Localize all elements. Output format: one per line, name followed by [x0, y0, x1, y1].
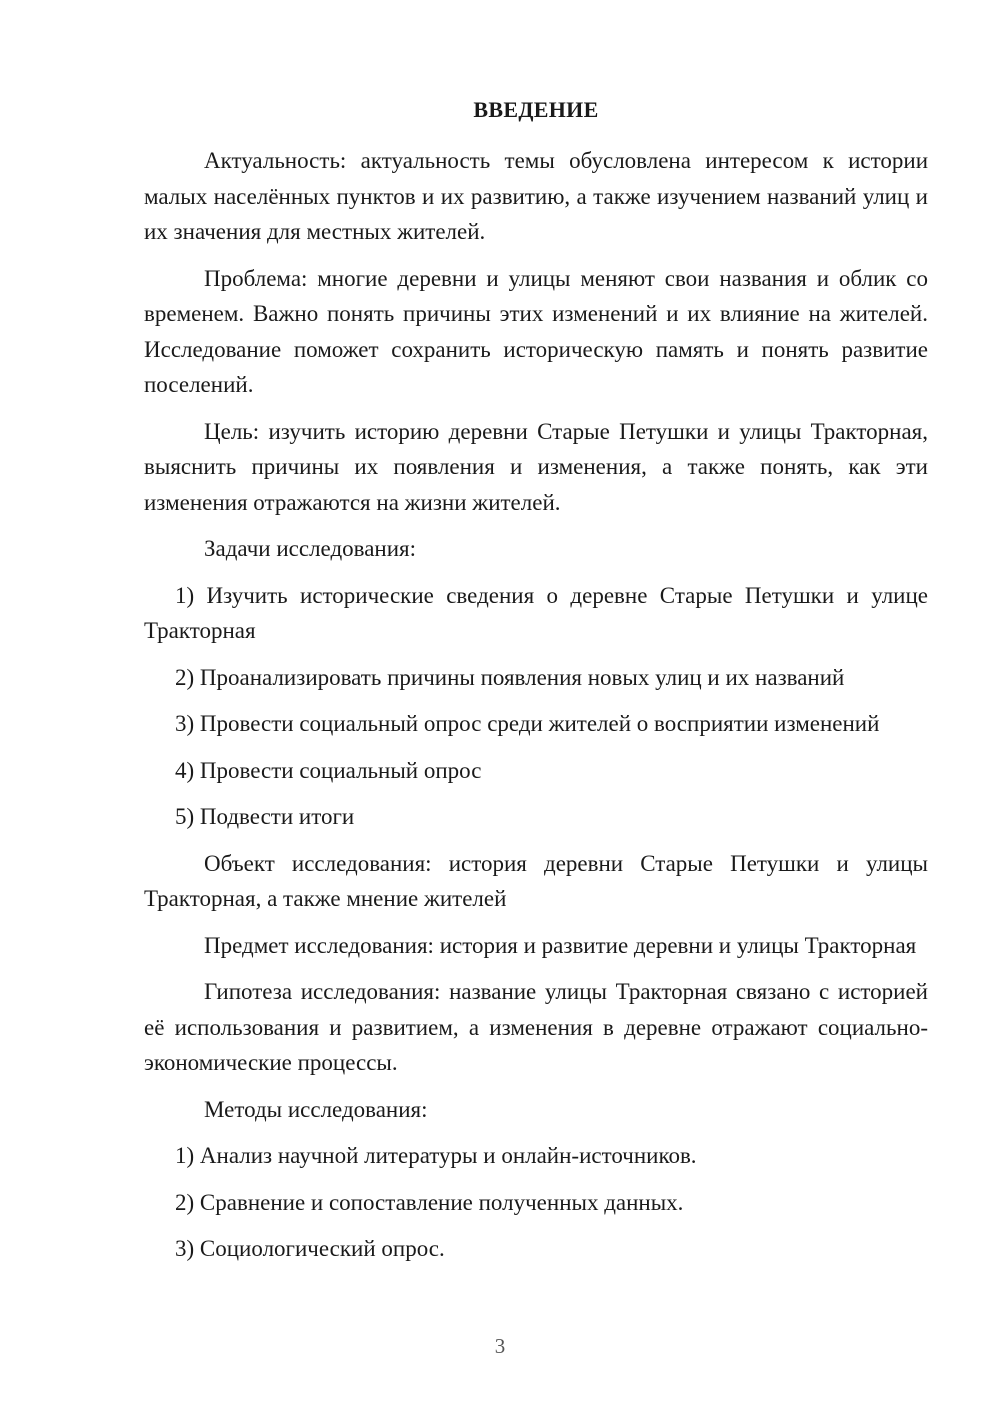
hypothesis-paragraph: Гипотеза исследования: название улицы Тракторная связано с историей её использования и развитием, а изменения в деревне отражают социально-экономические процессы. [144, 979, 928, 1075]
page-number: 3 [494, 1334, 506, 1358]
section-title: ВВЕДЕНИЕ [473, 97, 599, 122]
method-item: 2) Сравнение и сопоставление полученных данных. [175, 1189, 684, 1215]
problem-paragraph: Проблема: многие деревни и улицы меняют свои названия и облик со временем. Важно понять причины этих изменений и их влияние на жителей. Исследование поможет сохранить историческую память и понять развитие поселений. [144, 265, 928, 397]
task-item: 4) Провести социальный опрос [175, 757, 482, 783]
methods-heading: Методы исследования: [204, 1096, 428, 1122]
task-item: 2) Проанализировать причины появления новых улиц и их названий [175, 664, 845, 690]
task-item: 1) Изучить исторические сведения о деревне Старые Петушки и улице Тракторная [144, 582, 928, 643]
relevance-paragraph: Актуальность: актуальность темы обусловлена интересом к истории малых населённых пунктов и их развитию, а также изучением названий улиц и их значения для местных жителей. [144, 148, 928, 244]
object-paragraph: Объект исследования: история деревни Старые Петушки и улицы Тракторная, а также мнение жителей [144, 850, 928, 911]
method-item: 1) Анализ научной литературы и онлайн-источников. [175, 1143, 697, 1168]
document-page [144, 96, 928, 1278]
task-item: 3) Провести социальный опрос среди жителей о восприятии изменений [175, 711, 880, 736]
method-item: 3) Социологический опрос. [175, 1236, 445, 1261]
tasks-heading: Задачи исследования: [204, 536, 417, 561]
subject-paragraph: Предмет исследования: история и развитие деревни и улицы Тракторная [204, 932, 917, 958]
task-item: 5) Подвести итоги [175, 804, 355, 829]
goal-paragraph: Цель: изучить историю деревни Старые Петушки и улицы Тракторная, выяснить причины их появления и изменения, а также понять, как эти изменения отражаются на жизни жителей. [144, 418, 928, 515]
